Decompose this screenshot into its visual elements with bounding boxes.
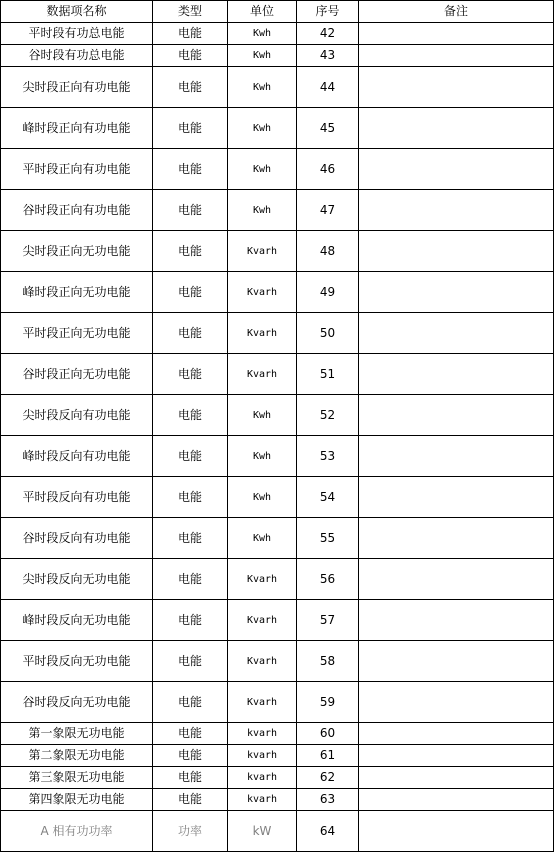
cell-name: 第一象限无功电能 (1, 723, 153, 745)
cell-name: 尖时段正向有功电能 (1, 67, 153, 108)
cell-type: 电能 (153, 190, 228, 231)
cell-note (359, 723, 554, 745)
table-row (1, 108, 554, 149)
cell-seq: 52 (297, 395, 359, 436)
cell-note (359, 789, 554, 811)
header-note: 备注 (359, 1, 554, 23)
cell-type: 电能 (153, 767, 228, 789)
cell-seq: 42 (297, 23, 359, 45)
cell-note (359, 67, 554, 108)
cell-seq: 49 (297, 272, 359, 313)
cell-name: 第二象限无功电能 (1, 745, 153, 767)
cell-note (359, 745, 554, 767)
cell-seq: 58 (297, 641, 359, 682)
table-row (1, 767, 554, 789)
cell-unit: Kwh (228, 23, 297, 45)
cell-type: 电能 (153, 789, 228, 811)
cell-note (359, 477, 554, 518)
table-row (1, 436, 554, 477)
cell-unit: Kwh (228, 395, 297, 436)
cell-type: 电能 (153, 231, 228, 272)
table-row (1, 641, 554, 682)
cell-type: 电能 (153, 723, 228, 745)
cell-note (359, 108, 554, 149)
cell-name: 第三象限无功电能 (1, 767, 153, 789)
header-unit: 单位 (228, 1, 297, 23)
cell-name: 平时段反向有功电能 (1, 477, 153, 518)
cell-seq: 48 (297, 231, 359, 272)
cell-seq: 55 (297, 518, 359, 559)
table-row (1, 149, 554, 190)
cell-name: 谷时段反向有功电能 (1, 518, 153, 559)
cell-seq: 54 (297, 477, 359, 518)
cell-unit: Kwh (228, 477, 297, 518)
cell-unit: Kvarh (228, 600, 297, 641)
cell-name: 谷时段正向无功电能 (1, 354, 153, 395)
cell-type: 电能 (153, 272, 228, 313)
table-row (1, 395, 554, 436)
table-row (1, 23, 554, 45)
cell-note (359, 395, 554, 436)
cell-note (359, 149, 554, 190)
cell-seq: 50 (297, 313, 359, 354)
cell-type: 电能 (153, 600, 228, 641)
cell-name: 平时段正向有功电能 (1, 149, 153, 190)
cell-type: 电能 (153, 67, 228, 108)
cell-note (359, 600, 554, 641)
table-row (1, 789, 554, 811)
cell-seq: 47 (297, 190, 359, 231)
cell-name: 平时段正向无功电能 (1, 313, 153, 354)
cell-name: 尖时段反向无功电能 (1, 559, 153, 600)
cell-unit: Kwh (228, 190, 297, 231)
cell-type: 电能 (153, 518, 228, 559)
table-row (1, 811, 554, 852)
cell-note (359, 436, 554, 477)
cell-unit: Kvarh (228, 231, 297, 272)
cell-type: 电能 (153, 108, 228, 149)
cell-seq: 63 (297, 789, 359, 811)
table-row (1, 600, 554, 641)
cell-note (359, 45, 554, 67)
cell-unit: kvarh (228, 745, 297, 767)
cell-unit: Kvarh (228, 559, 297, 600)
table-row (1, 723, 554, 745)
cell-note (359, 23, 554, 45)
cell-type: 电能 (153, 354, 228, 395)
table-row (1, 559, 554, 600)
header-type: 类型 (153, 1, 228, 23)
cell-note (359, 231, 554, 272)
cell-unit: Kwh (228, 149, 297, 190)
cell-type: 电能 (153, 682, 228, 723)
table-row (1, 231, 554, 272)
cell-name: 峰时段正向有功电能 (1, 108, 153, 149)
cell-type: 电能 (153, 149, 228, 190)
cell-type: 电能 (153, 559, 228, 600)
cell-note (359, 559, 554, 600)
cell-unit: kvarh (228, 723, 297, 745)
cell-name: 谷时段正向有功电能 (1, 190, 153, 231)
table-row (1, 67, 554, 108)
cell-seq: 57 (297, 600, 359, 641)
cell-unit: Kwh (228, 108, 297, 149)
cell-unit: Kwh (228, 67, 297, 108)
cell-unit: Kwh (228, 518, 297, 559)
cell-seq: 43 (297, 45, 359, 67)
cell-seq: 51 (297, 354, 359, 395)
cell-unit: Kvarh (228, 354, 297, 395)
cell-name: 平时段反向无功电能 (1, 641, 153, 682)
cell-name: 谷时段反向无功电能 (1, 682, 153, 723)
cell-seq: 60 (297, 723, 359, 745)
cell-seq: 45 (297, 108, 359, 149)
table-row (1, 45, 554, 67)
cell-unit: kvarh (228, 789, 297, 811)
cell-name: 峰时段反向有功电能 (1, 436, 153, 477)
cell-name: 第四象限无功电能 (1, 789, 153, 811)
cell-note (359, 641, 554, 682)
table-row (1, 354, 554, 395)
cell-note (359, 190, 554, 231)
cell-name: 平时段有功总电能 (1, 23, 153, 45)
header-seq: 序号 (297, 1, 359, 23)
cell-name: 谷时段有功总电能 (1, 45, 153, 67)
cell-unit: kvarh (228, 767, 297, 789)
table-row (1, 272, 554, 313)
cell-seq: 44 (297, 67, 359, 108)
cell-seq: 62 (297, 767, 359, 789)
cell-note (359, 518, 554, 559)
cell-note (359, 767, 554, 789)
cell-type: 电能 (153, 477, 228, 518)
table-row (1, 682, 554, 723)
cell-name: 尖时段反向有功电能 (1, 395, 153, 436)
cell-unit: Kvarh (228, 272, 297, 313)
header-name: 数据项名称 (1, 1, 153, 23)
cell-type: 电能 (153, 23, 228, 45)
cell-seq: 46 (297, 149, 359, 190)
cell-unit: kW (228, 811, 297, 852)
cell-note (359, 354, 554, 395)
table-row (1, 477, 554, 518)
cell-type: 电能 (153, 45, 228, 67)
cell-name: 峰时段正向无功电能 (1, 272, 153, 313)
cell-seq: 56 (297, 559, 359, 600)
cell-type: 电能 (153, 436, 228, 477)
table-row (1, 190, 554, 231)
cell-unit: Kvarh (228, 682, 297, 723)
table-row (1, 518, 554, 559)
cell-unit: Kvarh (228, 641, 297, 682)
cell-name: A 相有功功率 (1, 811, 153, 852)
cell-name: 尖时段正向无功电能 (1, 231, 153, 272)
cell-type: 电能 (153, 395, 228, 436)
cell-seq: 61 (297, 745, 359, 767)
table-row (1, 313, 554, 354)
cell-note (359, 682, 554, 723)
cell-unit: Kwh (228, 436, 297, 477)
cell-type: 功率 (153, 811, 228, 852)
header-row (1, 1, 554, 23)
cell-type: 电能 (153, 641, 228, 682)
cell-seq: 53 (297, 436, 359, 477)
cell-seq: 59 (297, 682, 359, 723)
cell-note (359, 272, 554, 313)
cell-note (359, 811, 554, 852)
cell-type: 电能 (153, 313, 228, 354)
cell-note (359, 313, 554, 354)
cell-seq: 64 (297, 811, 359, 852)
cell-unit: Kwh (228, 45, 297, 67)
cell-type: 电能 (153, 745, 228, 767)
table-row (1, 745, 554, 767)
cell-unit: Kvarh (228, 313, 297, 354)
cell-name: 峰时段反向无功电能 (1, 600, 153, 641)
